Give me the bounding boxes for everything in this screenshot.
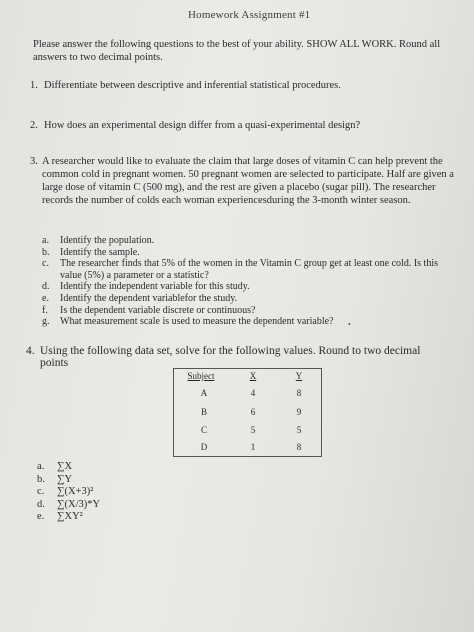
table-cell: 6 [250, 407, 256, 417]
question-text: Using the following data set, solve for the following values. Round to two decimal points [40, 345, 421, 369]
table-cell: 8 [296, 388, 302, 398]
list-item: e. Identify the dependent variablefor the study. [42, 292, 238, 304]
table-cell: 5 [250, 425, 256, 435]
list-item: b. Identify the sample. [42, 246, 140, 258]
pen-mark-icon: • [348, 320, 351, 329]
table-header: Y [295, 371, 303, 381]
table-cell: 9 [296, 407, 302, 417]
table-cell: D [200, 442, 208, 452]
list-item: a. ∑X [37, 461, 73, 472]
list-item: a. Identify the population. [42, 235, 155, 246]
page-title: Homework Assignment #1 [188, 9, 311, 21]
table-cell: B [200, 407, 207, 417]
list-item: d. ∑(X/3)*Y [37, 498, 101, 510]
summation-list [37, 461, 100, 524]
question-text: How does an experimental design differ from a quasi-experimental design? [44, 120, 361, 131]
question-number: 1. [30, 80, 38, 91]
table-cell: C [200, 425, 207, 435]
question-text: A researcher would like to evaluate the claim that large doses of vitamin C can help prevent the common cold in pregnant women. 50 pregnant women are selected to participate. Half are given a large dose of vitamin C (500 mg), and the rest are given a placebo (sugar pill). The researcher records the number of colds each woman experiencesduring the 3-month winter season. [42, 156, 454, 206]
instructions: Please answer the following questions to the best of your ability. SHOW ALL WORK. Round all answers to two decimal points. [33, 39, 441, 63]
question-number: 3. [30, 156, 38, 167]
table-cell: 1 [250, 442, 256, 452]
list-item: b. ∑Y [37, 473, 73, 485]
table-header: X [249, 371, 257, 381]
table-cell: A [200, 388, 208, 398]
list-item: f. Is the dependent variable discrete or continuous? [42, 304, 256, 316]
table-header: Subject [187, 371, 215, 381]
question-number: 2. [30, 120, 38, 131]
question-number: 4. [26, 345, 35, 357]
list-item: c. The researcher finds that 5% of the women in the Vitamin C group get at least one cold. Is this value (5%) a parameter or a statistic? [42, 258, 439, 281]
data-table [173, 368, 322, 457]
table-cell: 5 [296, 425, 302, 435]
list-item: g. What measurement scale is used to measure the dependent variable? [42, 316, 334, 328]
question-3-parts [42, 235, 454, 328]
list-item: d. Identify the independent variable for this study. [42, 281, 250, 293]
list-item: e. ∑XY² [37, 511, 83, 523]
list-item: c. ∑(X+3)² [37, 486, 94, 498]
table-cell: 8 [296, 442, 302, 452]
table-cell: 4 [250, 388, 256, 398]
question-text: Differentiate between descriptive and inferential statistical procedures. [44, 80, 341, 91]
